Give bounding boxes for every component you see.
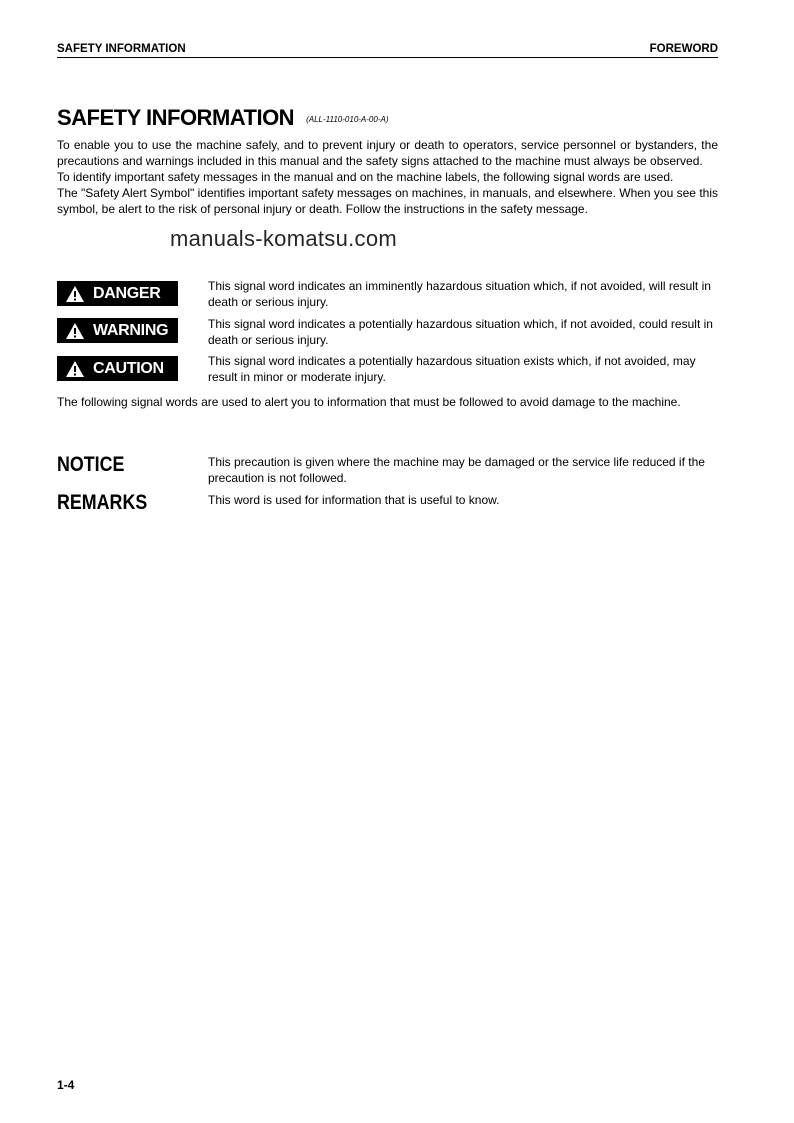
remarks-label: REMARKS bbox=[57, 491, 148, 514]
intro-text bbox=[57, 137, 718, 217]
alert-triangle-icon bbox=[65, 322, 85, 340]
title-text: SAFETY INFORMATION bbox=[57, 105, 295, 130]
remarks-description: This word is used for information that is useful to know. bbox=[208, 493, 500, 507]
notice-label: NOTICE bbox=[57, 453, 125, 476]
paragraph: The "Safety Alert Symbol" identifies important safety messages on machines, in manuals, and elsewhere. When you see this symbol, be alert to the risk of personal injury or death. Follow the instructions in the safety message. bbox=[57, 186, 718, 216]
alert-triangle-icon bbox=[65, 360, 85, 378]
title-code: (ALL-1110-010-A-00-A) bbox=[306, 114, 389, 124]
header-section: SAFETY INFORMATION bbox=[57, 43, 186, 55]
signal-word: WARNING bbox=[93, 321, 169, 339]
warning-description: This signal word indicates a potentially hazardous situation which, if not avoided, could result in death or serious injury. bbox=[208, 317, 713, 347]
caution-description: This signal word indicates a potentially hazardous situation exists which, if not avoided, may result in minor or moderate injury. bbox=[208, 354, 696, 384]
alert-triangle-icon bbox=[65, 285, 85, 303]
running-header bbox=[57, 43, 718, 58]
damage-intro: The following signal words are used to alert you to information that must be followed to avoid damage to the machine. bbox=[57, 395, 681, 409]
caution-label bbox=[57, 356, 178, 381]
danger-label bbox=[57, 281, 178, 306]
header-chapter: FOREWORD bbox=[649, 43, 718, 55]
danger-description: This signal word indicates an imminently hazardous situation which, if not avoided, will result in death or serious injury. bbox=[208, 279, 711, 309]
signal-word: CAUTION bbox=[93, 359, 164, 377]
notice-description: This precaution is given where the machine may be damaged or the service life reduced if the precaution is not followed. bbox=[208, 455, 705, 485]
page-title bbox=[57, 105, 389, 131]
page-number: 1-4 bbox=[57, 1078, 75, 1092]
paragraph: To enable you to use the machine safely, and to prevent injury or death to operators, service personnel or bystanders, the precautions and warnings included in this manual and the safety signs attached to the machine must always be observed. bbox=[57, 138, 718, 168]
signal-word: DANGER bbox=[93, 284, 161, 302]
paragraph: To identify important safety messages in the manual and on the machine labels, the following signal words are used. bbox=[57, 170, 674, 184]
warning-label bbox=[57, 318, 178, 343]
watermark: manuals-komatsu.com bbox=[170, 226, 397, 251]
